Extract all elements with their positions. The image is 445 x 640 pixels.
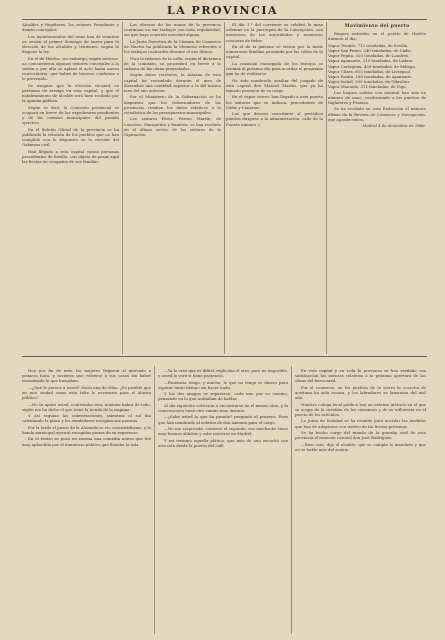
article-paragraph: —¿Qué le parece a usted? decía una de ellas. ¿Es posible que en una ciudad como esta falte lo necesario para el abasto público? xyxy=(22,384,151,401)
article-paragraph: —Bien está, dijo el alcalde; que se cumpla lo mandado y que no se hable más del asunto. xyxy=(295,441,426,452)
article-paragraph: Al día siguiente volvieron a encontrarse en el mismo sitio, y la conversación tomó otro rumbo muy distinto. xyxy=(158,402,288,413)
article-paragraph: —Paciencia tengo, y mucha; lo que no tengo es dinero para esperar tanto tiempo sin hacer nada. xyxy=(158,379,288,390)
list-item: Vapor Pepita, 320 toneladas, de Londres. xyxy=(328,53,410,59)
article-paragraph: La Junta de Sanidad se ha reunido para acordar las medidas que han de adoptarse con motivo de las fiestas próximas. xyxy=(295,418,426,429)
folletin-column-1 xyxy=(22,368,151,634)
article-paragraph: Los señores Pérez, Ferrer, Martín, de Lascotos, Marquetito y Ramírez, se han recibido en el último sorteo de los señores de la Diputación. xyxy=(124,116,221,137)
list-item: Vapor Cartagena, 430 toneladas, de Málaga. xyxy=(328,63,416,69)
article-paragraph: En el de Huelva, sin embargo, según noticias, no concurrieron algunos señores concejales a la sesión y por ello se aplazó el acto hasta nueva convocatoria, que habrá de hacerse conforme a lo prevenido. xyxy=(22,55,119,82)
column-1 xyxy=(22,22,119,354)
article-paragraph: —Ya lo creo que es difícil, replicaba el otro; pero no imposible, y usted lo verá si tiene paciencia. xyxy=(158,368,288,379)
column-divider xyxy=(326,22,327,354)
article-paragraph: Y así seguían las conversaciones, mientras el sol iba calentando la plaza y los vendedores recogían sus puestos. xyxy=(22,413,151,424)
article-paragraph: En el teatro se puso en escena una comedia nueva que fue muy aplaudida por el numeroso público que llenaba la sala. xyxy=(22,436,151,447)
dateline: Madrid 4 de diciembre de 1888. xyxy=(362,123,426,129)
list-item: Vapor San Pedro, 540 toneladas, de Cádiz. xyxy=(328,48,412,53)
article-paragraph: Se asegura que la elección recaerá en personas de arraigo en esta capital, y que el nombramiento de alcalde será bien recibido por la opinión pública. xyxy=(22,82,119,104)
article-paragraph: Los que deseen suscribirse al periódico pueden dirigirse a la administración, calle de la Fuente número 2. xyxy=(226,111,323,127)
article-paragraph: Se ha recibido en esta Redacción el número último de la Revista de Comercio y Navegación, que agradecemos. xyxy=(328,106,426,122)
article-paragraph: En el vapor correo han llegado a este puerto los señores que se indican, procedentes de Cádiz y Canarias. xyxy=(226,94,323,110)
list-item: Vapor Manuela, 311 toneladas, de Vigo. xyxy=(328,84,407,90)
column-divider xyxy=(122,22,123,354)
article-paragraph: Han llegado a esta capital varias personas procedentes de Sevilla, con objeto de pasar aquí las fiestas en compañía de sus familias. xyxy=(22,148,119,165)
article-paragraph: En esta capital y en toda la provincia se han recibido con satisfacción las noticias relativas a la próxima apertura de las obras del ferrocarril. xyxy=(295,368,426,384)
article-paragraph: —¿Sabe usted lo que ha pasado? preguntó el primero. Pues que han nombrado al sobrino de don Antonio para el cargo. xyxy=(158,414,288,425)
article-paragraph: Por el contrario, en los pueblos de la sierra la cosecha de aceituna ha sido escasa, y los labradores se lamentan del mal año. xyxy=(295,384,426,401)
column-3 xyxy=(226,22,323,354)
column-divider xyxy=(291,366,292,634)
section-intro: Buques entrados en el puerto de Huelva durante el día: xyxy=(328,31,426,42)
masthead xyxy=(0,4,445,20)
article-paragraph: Hoy por fin de mes, las mujeres llegaron al mercado a primera hora, y tuvieron que volverse a sus casas sin haber encontrado lo que buscaban. xyxy=(22,368,151,384)
article-paragraph: La comisión encargada de los festejos se reunirá el próximo día para acordar el programa que ha de realizarse. xyxy=(226,60,323,77)
article-paragraph: —No se apure usted, contestaba otra; mañana habrá de todo, según me ha dicho el que tiene la tienda de la esquina. xyxy=(22,401,151,412)
column-divider xyxy=(224,22,225,354)
article-paragraph: Según datos recibidos, la Aduana de esta capital ha recaudado durante el mes de diciembre una cantidad superior a la del mismo mes del año anterior. xyxy=(124,72,221,93)
article-paragraph: En el Boletín Oficial de la provincia se ha publicado la relación de los pueblos que no han cumplido con lo dispuesto en la circular del Gobierno civil. xyxy=(22,126,119,148)
article-paragraph: Por el Ministerio de la Gobernación se ha dispuesto que los Gobernadores de las provincias remitan los datos relativos a la estadística de los presupuestos municipales. xyxy=(124,94,221,115)
article-paragraph: En el de la patrona se vieron por la tarde numerosas familias paseando por las calles de la capital. xyxy=(226,44,323,60)
article-paragraph: Se ha hecho cargo del mando de la guardia civil de esta provincia el teniente coronel don José Rodríguez. xyxy=(295,429,426,441)
article-paragraph: Por la tarde el paseo de la Alameda se vio concurridísimo, y la banda municipal ejecutó escogidas piezas de su repertorio. xyxy=(22,424,151,435)
list-item: Vapor Ulises, 615 toneladas, de Liverpool. xyxy=(328,68,412,74)
article-paragraph: Según se dice, la Comisión provincial se ocupará en breve de los expedientes pendientes y de las cuentas municipales del pasado ejercicio. xyxy=(22,104,119,126)
column-4 xyxy=(328,22,426,354)
masthead-rule xyxy=(22,19,427,20)
article-paragraph: Nuestro colega local publica hoy un extenso artículo en el que se ocupa de la cuestión de los consumos y de su influencia en el precio de los artículos. xyxy=(295,401,426,417)
article-paragraph: Y así terminó aquella plática, que más de uno escuchó con atención desde la puerta del café. xyxy=(158,437,288,448)
folletin-column-3 xyxy=(295,368,426,634)
article-paragraph: Los Ayuntamientos del reino han de reunirse en sesión el primer domingo de enero para la elección de los alcaldes y tenientes, según lo dispone la ley. xyxy=(22,33,119,55)
article-paragraph: Para la reforma de la calle, según el dictamen de la comisión, se procederá en breve a la subasta de las obras proyectadas. xyxy=(124,55,221,71)
folletin-column-2 xyxy=(158,368,288,634)
article-paragraph: Ha sido nombrado auxiliar del juzgado de esta capital don Manuel Martín, que ya ha tomado posesión de su cargo. xyxy=(226,77,323,93)
article-paragraph: La Junta Directiva de la Cámara de Comercio de Huelva ha publicado la Memoria referente a los trabajos realizados durante el año último. xyxy=(124,38,221,55)
column-2 xyxy=(124,22,221,354)
column-lead: Alcaldes y Regidores, los señores Presidente y demás concejales. xyxy=(22,22,119,33)
section-heading: Movimiento del puerto xyxy=(344,24,410,29)
article-paragraph: Los obreros de las minas de la provincia continúan en sus trabajos con toda regularidad, sin que haya ocurrido novedad alguna. xyxy=(124,22,221,38)
list-item: Vapor Isabel, 295 toneladas, de Gibraltar. xyxy=(328,79,411,85)
article-paragraph: Los buques salidos con mineral han sido en número de once, conduciendo a los puertos de Inglaterra y Francia. xyxy=(328,89,426,106)
list-item: Vapor Triunfo, 712 toneladas, de Sevilla. xyxy=(328,42,409,48)
article-paragraph: Y los dos amigos se separaron, cada uno por su camino, pensando en lo que acababan de hablar. xyxy=(158,391,288,402)
article-paragraph: —No me sorprende, contestó el segundo; ese muchacho tiene muy buenas aldabas y sabe moverse en Madrid. xyxy=(158,425,288,437)
list-item: Vapor Rosita, 180 toneladas, de Ayamonte. xyxy=(328,74,413,80)
column-divider xyxy=(154,366,155,634)
newspaper-title: LA PROVINCIA xyxy=(166,4,279,17)
article-paragraph: El día 1.º del corriente se celebró la misa solemne en la parroquia de la Concepción, con asistencia de las autoridades y numeroso concurso de fieles. xyxy=(226,22,323,43)
section-rule xyxy=(22,356,427,357)
list-item: Vapor Ayamonte, 210 toneladas, de Lisboa. xyxy=(328,58,414,64)
